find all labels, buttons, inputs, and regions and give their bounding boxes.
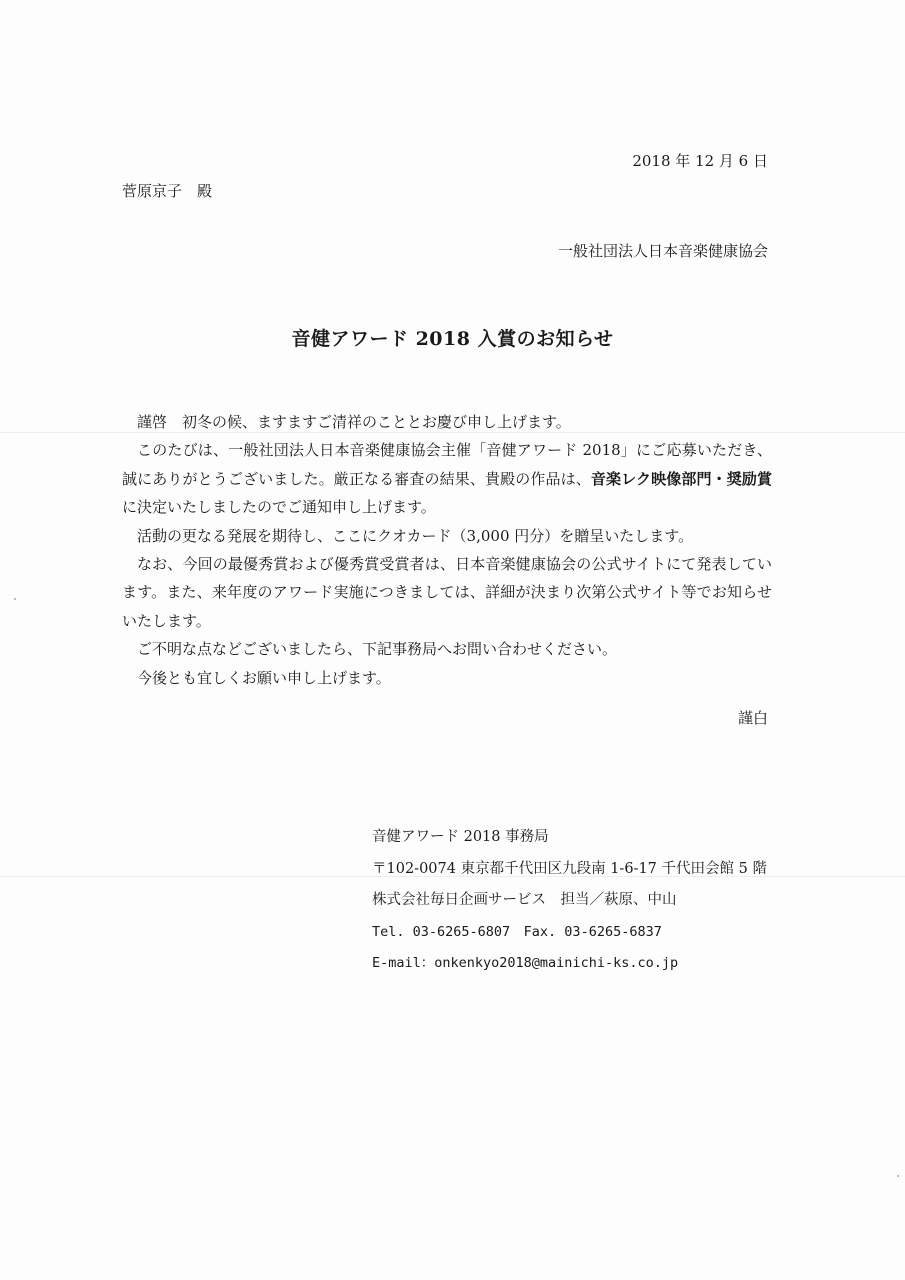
recipient-name: 菅原京子 殿	[122, 182, 213, 200]
notification-text: このたびは、一般社団法人日本音楽健康協会主催「音健アワード 2018」にご応募いただき、誠にありがとうございました。厳正なる審査の結果、貴殿の作品は、	[122, 441, 772, 488]
sender-organization: 一般社団法人日本音楽健康協会	[557, 242, 768, 260]
office-contact-block	[372, 822, 767, 980]
letter-date: 2018 年 12 月 6 日	[632, 152, 768, 170]
office-address: 〒102-0074 東京都千代田区九段南 1-6-17 千代田会館 5 階	[372, 860, 767, 877]
inquiry-paragraph: ご不明な点などございましたら、下記事務局へお問い合わせください。	[137, 640, 618, 659]
prize-paragraph: 活動の更なる発展を期待し、ここにクオカード（3,000 円分）を贈呈いたします。	[137, 526, 694, 545]
greeting-paragraph: 謹啓 初冬の候、ますますご清祥のこととお慶び申し上げます。	[137, 413, 571, 431]
scan-speck	[897, 1175, 899, 1177]
office-phone-fax: Tel. 03-6265-6807 Fax. 03-6265-6837	[372, 923, 662, 940]
office-company: 株式会社毎日企画サービス 担当／萩原、中山	[372, 892, 677, 909]
letter-body	[122, 408, 772, 692]
notification-paragraph	[122, 436, 772, 521]
announcement-paragraph: なお、今回の最優秀賞および優秀賞受賞者は、日本音楽健康協会の公式サイトにて発表しています。また、来年度のアワード実施につきましては、詳細が決まり次第公式サイト等でお知らせいたします。	[122, 555, 772, 630]
office-email: E-mail：onkenkyo2018@mainichi-ks.co.jp	[372, 955, 679, 972]
regards-paragraph: 今後とも宜しくお願い申し上げます。	[137, 668, 391, 687]
closing-word: 謹白	[737, 709, 768, 727]
scan-speck	[14, 598, 16, 600]
notification-text-end: に決定いたしましたのでご通知申し上げます。	[122, 498, 436, 517]
letter-title: 音健アワード 2018 入賞のお知らせ	[291, 328, 614, 350]
office-name: 音健アワード 2018 事務局	[372, 829, 549, 845]
award-name: 音楽レク映像部門・奨励賞	[590, 469, 772, 488]
